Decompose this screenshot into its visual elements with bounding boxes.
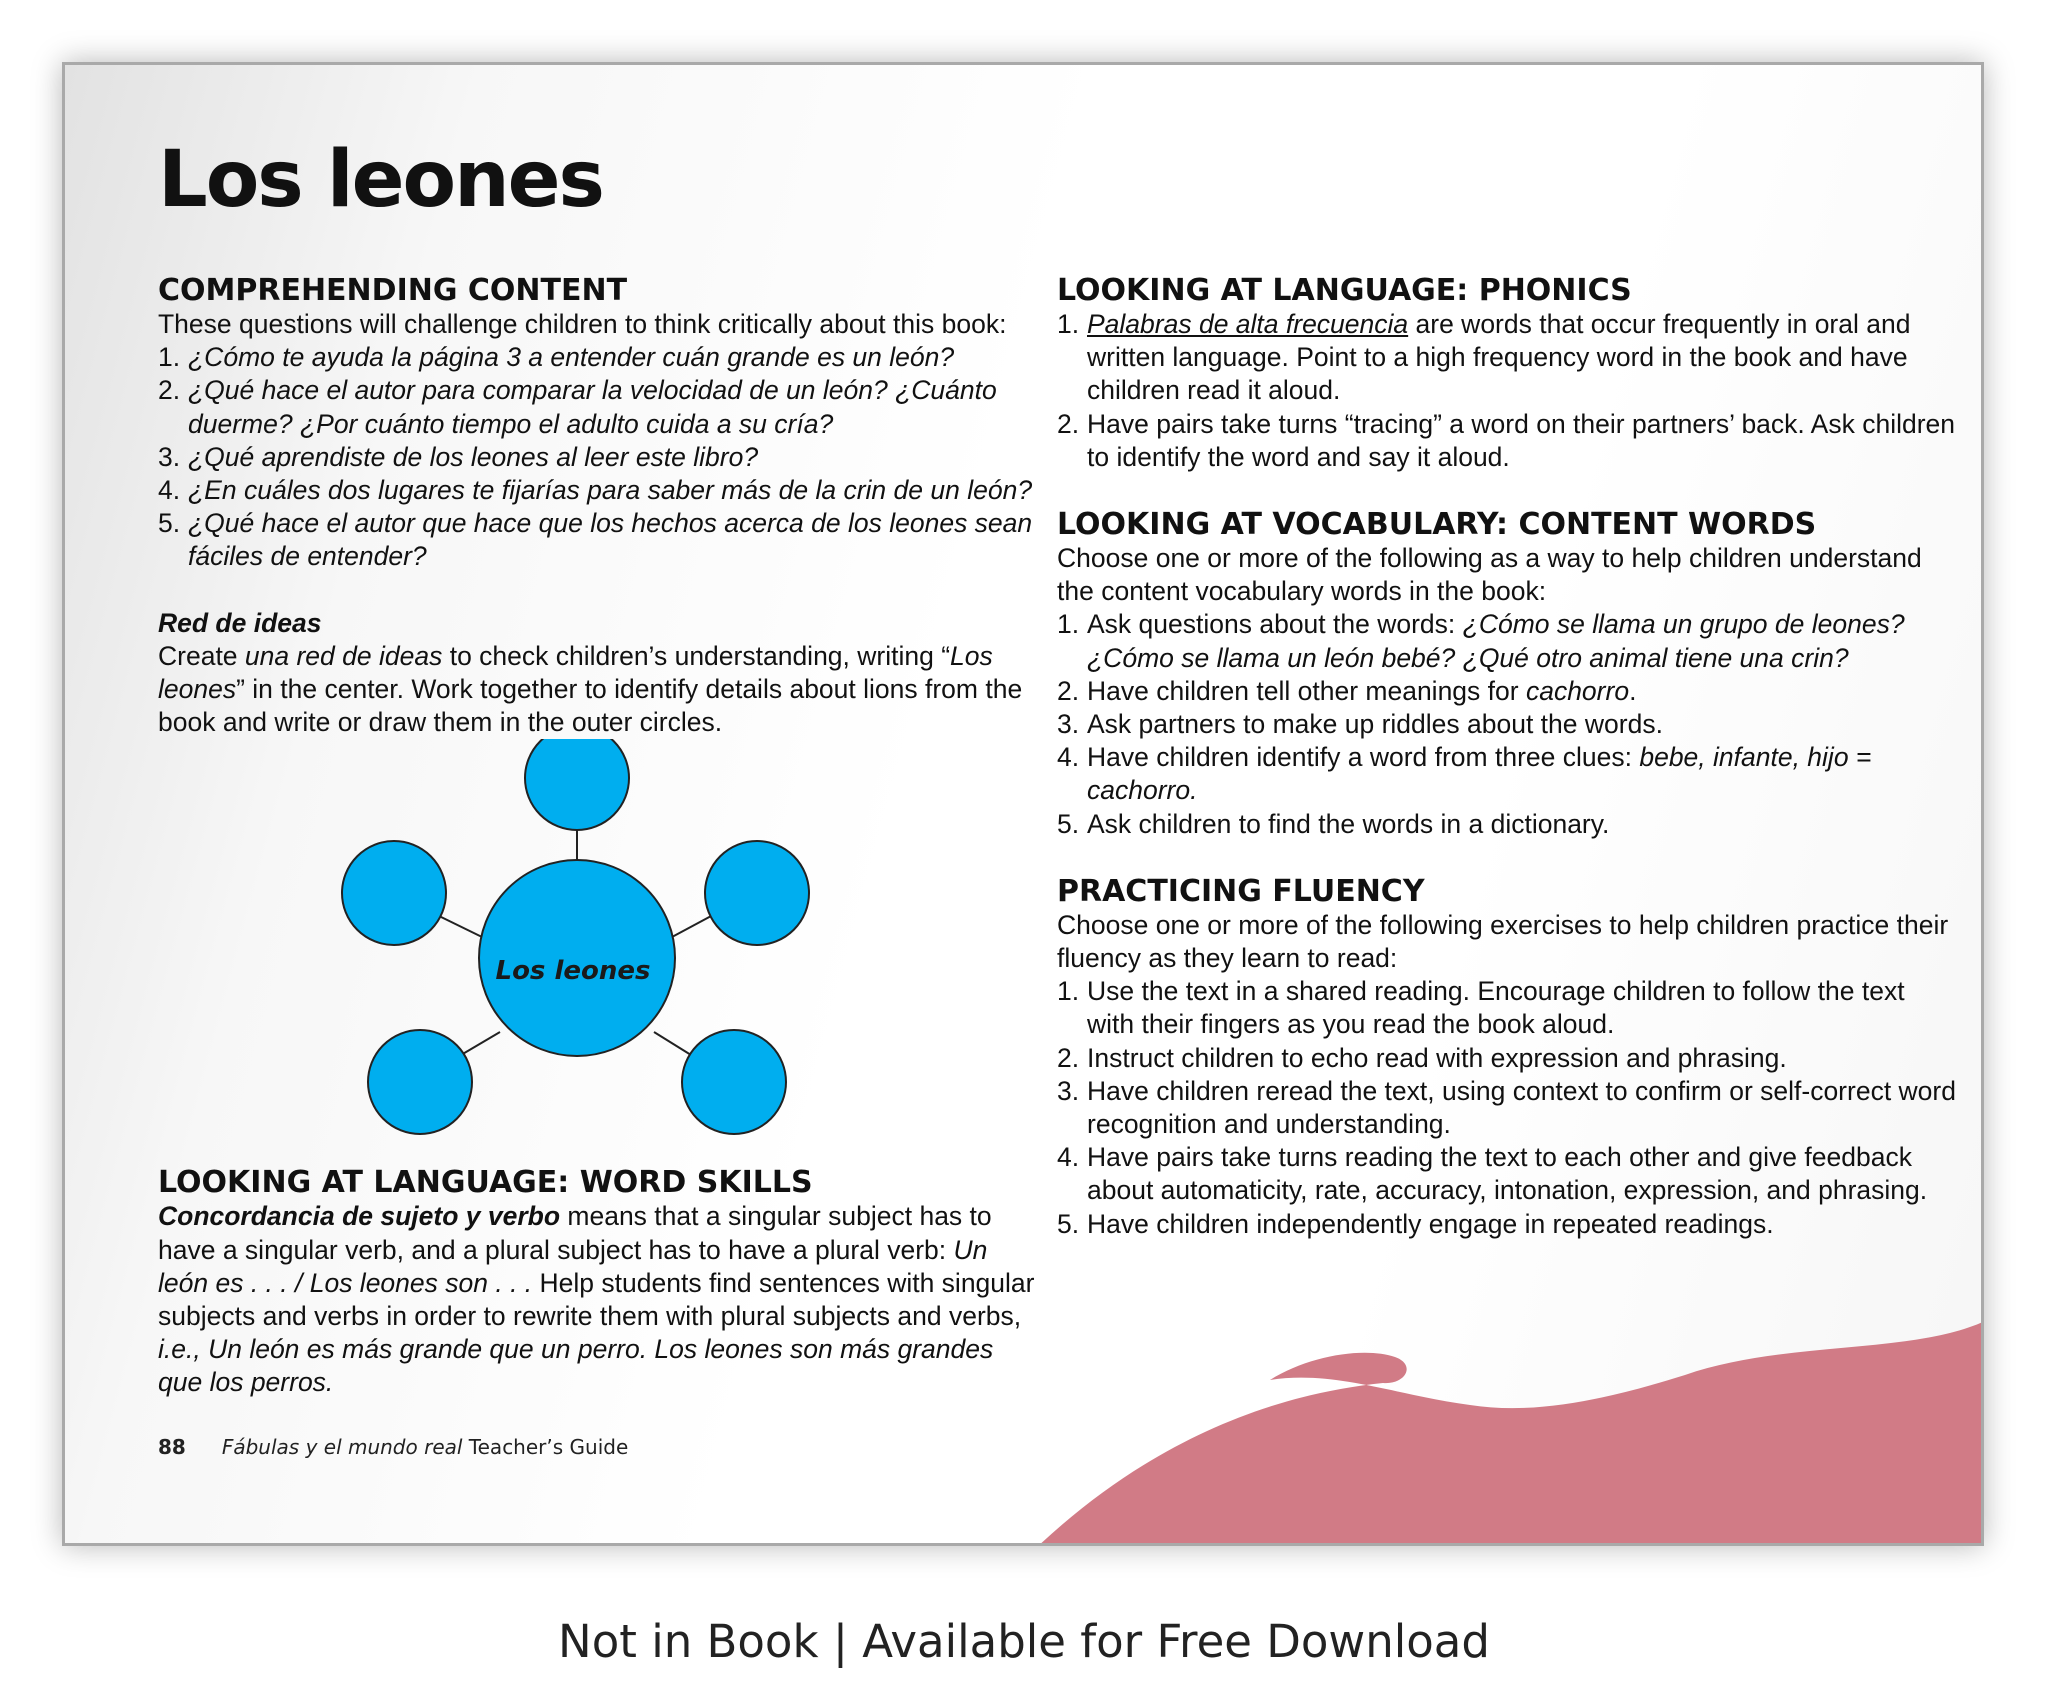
word-skills-text: Concordancia de sujeto y verbo means that a singular subject has to have a singular verb, and a plural subject has to have a plural verb: Un león es . . . / Los leones son . . . Help students find sentences with singular subjects and verbs in order to rewrite them with plural subjects and verbs, i.e., Un león es más grande que un perro. Los leones son más grandes que los perros. [158, 1201, 1035, 1398]
list-item: 1. Ask questions about the words: ¿Cómo se llama un grupo de leones? ¿Cómo se llama un león bebé? ¿Qué otro animal tiene una crin? [1057, 609, 1905, 673]
idea-web-svg [158, 739, 1038, 1165]
idea-web-heading: Red de ideas [158, 607, 322, 638]
list-item: 2. ¿Qué hace el autor para comparar la velocidad de un león? ¿Cuánto duerme? ¿Por cuánto tiempo el adulto cuida a su cría? [158, 375, 997, 439]
list-item: 1. Palabras de alta frecuencia are words that occur frequently in oral and written language. Point to a high frequency word in the book and have children read it aloud. [1057, 309, 1911, 406]
outer-circle-top [525, 739, 629, 830]
list-item: 3. Have children reread the text, using context to confirm or self-correct word recognition and understanding. [1057, 1075, 1956, 1140]
page-title: Los leones [158, 135, 603, 225]
word-skills-heading: LOOKING AT LANGUAGE: WORD SKILLS [158, 1165, 813, 1201]
outer-circle-upper-left [342, 841, 446, 945]
right-column [1057, 273, 1957, 1241]
connector-upper-left [437, 915, 482, 937]
fluency-list [1057, 975, 1957, 1241]
list-item: 2. Have pairs take turns “tracing” a word on their partners’ back. Ask children to identify the word and say it aloud. [1057, 408, 1956, 472]
list-item: 5. Ask children to find the words in a dictionary. [1057, 808, 1610, 839]
list-item: 4. Have pairs take turns reading the text to each other and give feedback about automaticity, rate, accuracy, intonation, expression, and phrasing. [1057, 1142, 1928, 1206]
comprehending-heading: COMPREHENDING CONTENT [158, 273, 628, 308]
vocabulary-intro: Choose one or more of the following as a way to help children understand the content vocabulary words in the book: [1057, 543, 1922, 607]
comprehending-list [158, 341, 1038, 573]
page-footer [158, 1435, 628, 1459]
list-item: 1. ¿Cómo te ayuda la página 3 a entender cuán grande es un león? [158, 342, 955, 373]
idea-web-center-label: Los leones [495, 956, 651, 987]
guide-label: Teacher’s Guide [462, 1435, 629, 1459]
phonics-list [1057, 308, 1957, 474]
list-item: 2. Instruct children to echo read with expression and phrasing. [1057, 1042, 1787, 1073]
book-title: Fábulas y el mundo real [221, 1435, 463, 1459]
comprehending-intro: These questions will challenge children to think critically about this book: [158, 309, 1007, 339]
outer-circle-lower-right [682, 1030, 786, 1134]
document-page [62, 62, 1984, 1546]
list-item: 5. Have children independently engage in repeated readings. [1057, 1208, 1774, 1239]
outer-circle-lower-left [368, 1030, 472, 1134]
outer-circle-upper-right [705, 841, 809, 945]
list-item: 3. ¿Qué aprendiste de los leones al leer este libro? [158, 441, 759, 472]
download-banner: Not in Book | Available for Free Download [558, 1615, 1490, 1668]
idea-web-diagram [158, 739, 1038, 1165]
list-item: 3. Ask partners to make up riddles about the words. [1057, 709, 1663, 740]
idea-web-text: Create una red de ideas to check children’s understanding, writing “Los leones” in the center. Work together to identify details about lions from the book and write or draw them in the outer circles. [158, 640, 1023, 738]
fluency-heading: PRACTICING FLUENCY [1057, 873, 1425, 909]
phonics-heading: LOOKING AT LANGUAGE: PHONICS [1057, 273, 1632, 308]
connector-lower-left [461, 1032, 500, 1055]
page-number: 88 [158, 1435, 186, 1459]
vocabulary-list [1057, 608, 1957, 840]
vocabulary-heading: LOOKING AT VOCABULARY: CONTENT WORDS [1057, 507, 1817, 543]
connector-upper-right [672, 915, 713, 937]
connector-lower-right [654, 1032, 691, 1055]
list-item: 1. Use the text in a shared reading. Encourage children to follow the text with their fingers as you read the book aloud. [1057, 976, 1905, 1040]
list-item: 2. Have children tell other meanings for cachorro. [1057, 675, 1637, 706]
left-column [158, 273, 1038, 1400]
list-item: 4. Have children identify a word from three clues: bebe, infante, hijo = cachorro. [1057, 742, 1872, 806]
list-item: 4. ¿En cuáles dos lugares te fijarías para saber más de la crin de un león? [158, 475, 1033, 506]
fluency-intro: Choose one or more of the following exercises to help children practice their fluency as they learn to read: [1057, 909, 1949, 974]
list-item: 5. ¿Qué hace el autor que hace que los hechos acerca de los leones sean fáciles de entender? [158, 508, 1033, 572]
